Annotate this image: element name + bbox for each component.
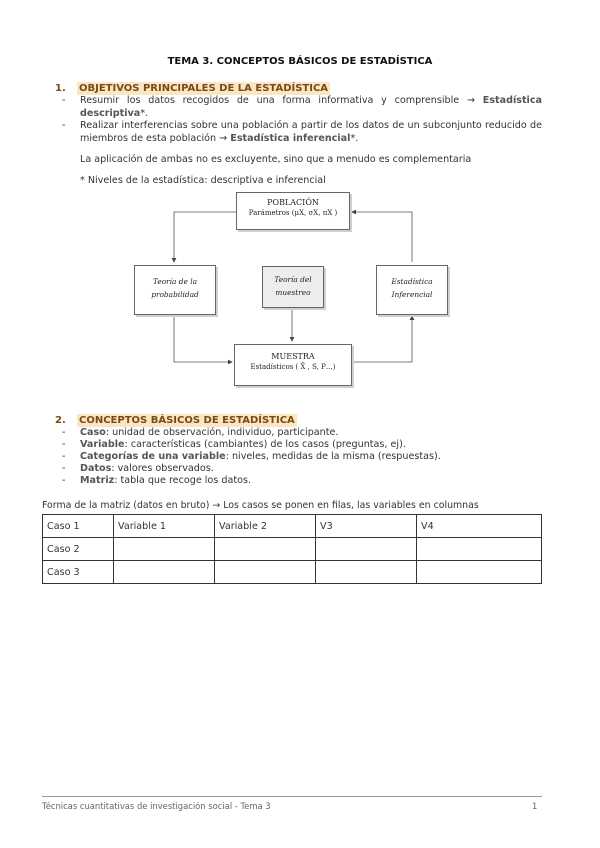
bullet-dash: -	[62, 427, 66, 438]
section-2-number: 2.	[55, 415, 66, 426]
table-cell	[417, 561, 542, 584]
concept-matriz	[80, 475, 251, 488]
muestra-stats: Estadísticos ( X̄ , S, P…)	[250, 363, 336, 371]
table-cell	[417, 538, 542, 561]
poblacion-title: POBLACIÓN	[267, 198, 319, 207]
diagram-box-muestra	[234, 344, 352, 386]
diagram-box-poblacion	[236, 192, 350, 230]
arrow-poblacion-to-probabilidad	[174, 212, 236, 262]
table-cell: Variable 2	[215, 515, 316, 538]
matrix-caption: Forma de la matriz (datos en bruto) → Los casos se ponen en filas, las variables en columnas	[42, 500, 479, 511]
diagram-box-teoria-muestreo	[262, 266, 324, 308]
concept-term: Categorías de una variable	[80, 451, 226, 462]
table-cell	[114, 538, 215, 561]
section-2-heading: CONCEPTOS BÁSICOS DE ESTADÍSTICA	[79, 415, 295, 426]
concept-term: Caso	[80, 427, 106, 438]
page-number: 1	[532, 801, 538, 811]
bullet-descriptiva-text: Resumir los datos recogidos de una forma informativa y comprensible →	[80, 95, 483, 106]
table-cell: V4	[417, 515, 542, 538]
muestra-title: MUESTRA	[271, 352, 315, 361]
poblacion-params: Parámetros (μX, σX, πX )	[248, 209, 338, 217]
table-cell: Caso 1	[43, 515, 114, 538]
bullet-inferencial-end: *.	[350, 132, 359, 144]
section-1-heading: OBJETIVOS PRINCIPALES DE LA ESTADÍSTICA	[79, 83, 329, 94]
table-cell	[316, 561, 417, 584]
table-cell: V3	[316, 515, 417, 538]
concept-datos	[80, 463, 214, 476]
table-cell: Variable 1	[114, 515, 215, 538]
estadistica-inferencial-line1: Estadística	[391, 277, 433, 286]
concept-term: Matriz	[80, 475, 115, 486]
diagram-box-estadistica-inferencial	[376, 265, 448, 315]
table-cell	[215, 561, 316, 584]
teoria-probabilidad-line2: probabilidad	[151, 290, 199, 299]
table-cell: Caso 3	[43, 561, 114, 584]
bullet-descriptiva-term: Estadística descriptiva	[80, 95, 542, 119]
complementary-note: La aplicación de ambas no es excluyente, sino que a menudo es complementaria	[80, 154, 472, 165]
bullet-dash: -	[62, 451, 66, 462]
arrow-probabilidad-to-muestra	[174, 314, 232, 362]
concept-def: : características (cambiantes) de los casos (preguntas, ej).	[124, 439, 406, 450]
teoria-muestreo-line2: muestreo	[275, 288, 311, 297]
table-cell	[316, 538, 417, 561]
concept-term: Variable	[80, 439, 125, 450]
bullet-descriptiva-end: *.	[140, 107, 149, 119]
concept-def: : valores observados.	[111, 463, 214, 474]
concept-term: Datos	[80, 463, 112, 474]
arrow-muestra-to-inferencial	[352, 316, 412, 362]
concept-def: : niveles, medidas de la misma (respuestas).	[225, 451, 441, 462]
concept-def: : tabla que recoge los datos.	[114, 475, 251, 486]
table-row	[43, 538, 542, 561]
concept-def: : unidad de observación, individuo, participante.	[105, 427, 339, 438]
estadistica-inferencial-line2: Inferencial	[391, 290, 433, 299]
table-cell: Caso 2	[43, 538, 114, 561]
footer-divider	[42, 796, 542, 797]
page-title: TEMA 3. CONCEPTOS BÁSICOS DE ESTADÍSTICA	[167, 56, 433, 67]
diagram-caption: * Niveles de la estadística: descriptiva e inferencial	[80, 175, 326, 186]
bullet-dash: -	[62, 120, 66, 131]
concept-variable	[80, 439, 406, 452]
diagram-box-teoria-probabilidad	[134, 265, 216, 315]
table-row	[43, 561, 542, 584]
arrow-inferencial-to-poblacion	[352, 212, 412, 262]
bullet-dash: -	[62, 463, 66, 474]
bullet-dash: -	[62, 95, 66, 106]
teoria-probabilidad-line1: Teoría de la	[152, 277, 198, 286]
footer-text: Técnicas cuantitativas de investigación social - Tema 3	[42, 801, 271, 811]
table-cell	[215, 538, 316, 561]
section-1-number: 1.	[55, 83, 66, 94]
concept-categorias	[80, 451, 441, 464]
bullet-dash: -	[62, 439, 66, 450]
concept-caso	[80, 427, 338, 440]
data-matrix-table	[42, 514, 542, 584]
table-cell	[114, 561, 215, 584]
teoria-muestreo-line1: Teoría del	[274, 275, 312, 284]
bullet-inferencial-text: Realizar interferencias sobre una población a partir de los datos de un subconjunto reducido de miembros de esta población →	[80, 120, 542, 144]
bullet-inferencial-term: Estadística inferencial	[230, 132, 351, 144]
table-row	[43, 515, 542, 538]
bullet-dash: -	[62, 475, 66, 486]
